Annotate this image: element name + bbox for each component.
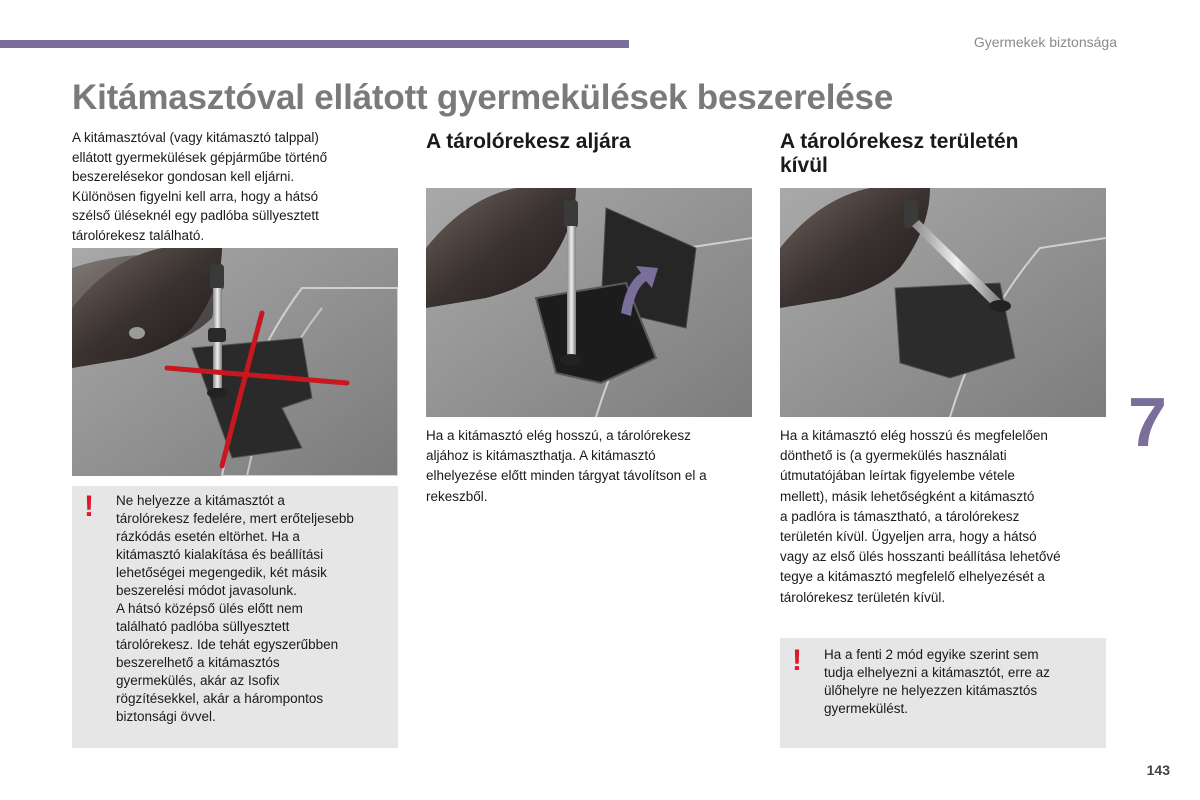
warning-icon: ! (792, 644, 802, 677)
intro-paragraph (72, 128, 392, 245)
warning-line: lehetőségei megengedik, két másik (116, 565, 327, 580)
warning-line: Ne helyezze a kitámasztót a (116, 493, 285, 508)
warning-text (824, 646, 1050, 718)
warning-icon: ! (84, 490, 94, 523)
warning-line: tudja elhelyezni a kitámasztót, erre az (824, 665, 1050, 680)
warning-line: kitámasztó kialakítása és beállítási (116, 547, 324, 562)
warning-box-lid (72, 486, 398, 748)
illustration-leg-on-lid-prohibited (72, 248, 398, 476)
section-name: Gyermekek biztonsága (973, 34, 1117, 50)
heading-outside-compartment: A tárolórekesz területén kívül (780, 130, 1019, 177)
text-outside-compartment: Ha a kitámasztó elég hosszú és megfelelően dönthető is (a gyermekülés használati útmutatójában leírtak figyelembe vétele mellett), másik lehetőségként a kitámasztó a padlóra is támasztható, a tárolórekesz területén kívül. Ügyeljen arra, hogy a hátsó vagy az első ülés hosszanti beállítása lehetővé tegye a kitámasztó megfelelő elhelyezését a tárolórekesz területén kívül. (780, 428, 1061, 605)
warning-line: ülőhelyre ne helyezzen kitámasztós (824, 683, 1038, 698)
warning-line: tárolórekesz fedelére, mert erőteljesebb (116, 511, 354, 526)
heading-compartment-bottom: A tárolórekesz aljára (426, 130, 631, 153)
warning-line: biztonsági övvel. (116, 709, 216, 724)
text-compartment-bottom: Ha a kitámasztó elég hosszú, a tárolórekesz aljához is kitámaszthatja. A kitámasztó elhelyezése előtt minden tárgyat távolítson el a rekeszből. (426, 428, 707, 504)
warning-text (116, 492, 354, 726)
header-accent-bar (0, 40, 629, 48)
warning-line: gyermekülés, akár az Isofix (116, 673, 280, 688)
warning-line: található padlóba süllyesztett (116, 619, 290, 634)
intro-line: ellátott gyermekülések gépjárműbe történő (72, 149, 328, 165)
intro-line: beszerelésekor gondosan kell eljárni. (72, 169, 295, 184)
intro-line: A kitámasztóval (vagy kitámasztó talppal) (72, 130, 319, 145)
warning-line: beszerelhető a kitámasztós (116, 655, 280, 670)
intro-line: Különösen figyelni kell arra, hogy a hátsó (72, 188, 319, 204)
illustration-leg-in-compartment (426, 188, 752, 417)
warning-line: gyermekülést. (824, 701, 909, 716)
chapter-number: 7 (1128, 383, 1167, 461)
warning-line: rázkódás esetén eltörhet. Ha a (116, 529, 300, 544)
page-title: Kitámasztóval ellátott gyermekülések beszerelése (72, 78, 894, 117)
warning-line: tárolórekesz. Ide tehát egyszerűbben (116, 637, 339, 652)
warning-line: beszerelési módot javasolunk. (116, 583, 297, 598)
warning-line: A hátsó középső ülés előtt nem (116, 601, 303, 616)
intro-line: tárolórekesz található. (72, 227, 205, 243)
warning-box-no-placement (780, 638, 1106, 748)
illustration-leg-on-floor (780, 188, 1106, 417)
warning-line: Ha a fenti 2 mód egyike szerint sem (824, 647, 1039, 662)
warning-line: rögzítésekkel, akár a hárompontos (116, 691, 324, 706)
intro-line: szélső üléseknél egy padlóba süllyesztett (72, 208, 319, 223)
page-number: 143 (1146, 762, 1170, 778)
